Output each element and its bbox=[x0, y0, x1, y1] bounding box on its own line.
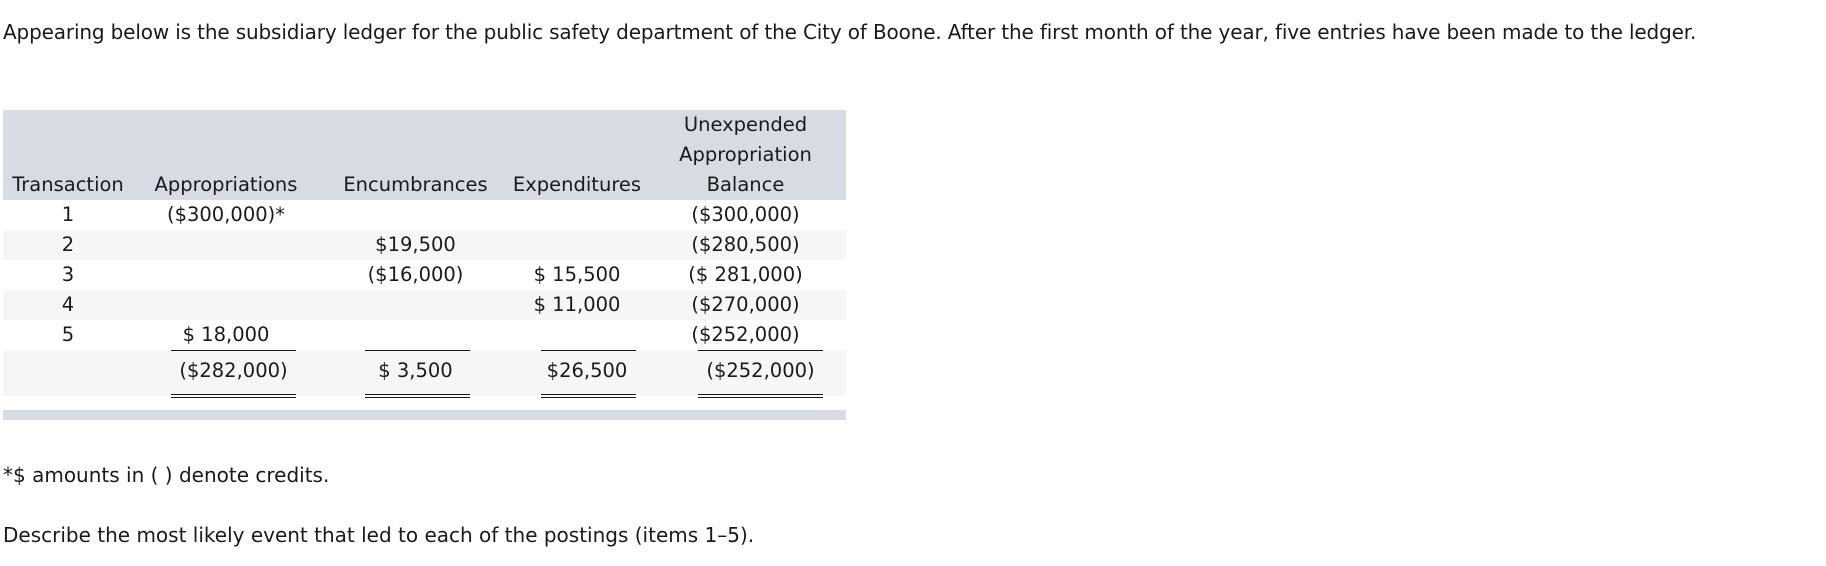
cell-transaction: 5 bbox=[61, 323, 75, 346]
intro-text: Appearing below is the subsidiary ledger for the public safety department of the City of Boone. After the first month of the year, five entries have been made to the ledger. bbox=[3, 20, 1697, 44]
table-footer-bar bbox=[3, 410, 846, 420]
table-row bbox=[3, 290, 846, 320]
cell-appropriations: $ 18,000 bbox=[182, 323, 270, 346]
header-balance-line2: Appropriation bbox=[679, 143, 812, 166]
double-underline bbox=[171, 394, 296, 398]
total-appropriations: ($282,000) bbox=[179, 359, 288, 382]
table-header bbox=[3, 110, 846, 200]
header-unexpended-balance bbox=[673, 110, 818, 200]
total-expenditures: $26,500 bbox=[546, 359, 628, 382]
cell-balance: ($270,000) bbox=[691, 293, 800, 316]
table-row bbox=[3, 320, 846, 350]
total-encumbrances: $ 3,500 bbox=[378, 359, 453, 382]
cell-balance: ($ 281,000) bbox=[688, 263, 803, 286]
cell-encumbrances: ($16,000) bbox=[367, 263, 464, 286]
cell-encumbrances: $19,500 bbox=[375, 233, 456, 256]
cell-transaction: 2 bbox=[61, 233, 75, 256]
single-underline bbox=[171, 350, 296, 351]
double-underline bbox=[541, 394, 636, 398]
single-underline bbox=[365, 350, 470, 351]
cell-balance: ($300,000) bbox=[691, 203, 800, 226]
header-balance-line1: Unexpended bbox=[683, 113, 808, 136]
header-expenditures: Expenditures bbox=[512, 173, 642, 196]
subsidiary-ledger-table bbox=[3, 110, 846, 420]
header-encumbrances: Encumbrances bbox=[343, 173, 488, 196]
header-appropriations: Appropriations bbox=[154, 173, 298, 196]
cell-balance: ($280,500) bbox=[691, 233, 800, 256]
footnote: *$ amounts in ( ) denote credits. bbox=[3, 463, 330, 487]
table-row bbox=[3, 260, 846, 290]
table-row bbox=[3, 200, 846, 230]
cell-transaction: 3 bbox=[61, 263, 75, 286]
header-transaction: Transaction bbox=[12, 173, 124, 196]
double-underline bbox=[698, 394, 823, 398]
cell-transaction: 1 bbox=[61, 203, 75, 226]
table-row bbox=[3, 230, 846, 260]
question-text: Describe the most likely event that led to each of the postings (items 1–5). bbox=[3, 523, 755, 547]
header-balance-line3: Balance bbox=[706, 173, 785, 196]
single-underline bbox=[541, 350, 636, 351]
cell-expenditures: $ 15,500 bbox=[533, 263, 621, 286]
cell-appropriations: ($300,000)* bbox=[166, 203, 285, 226]
cell-balance: ($252,000) bbox=[691, 323, 800, 346]
double-underline bbox=[365, 394, 470, 398]
cell-expenditures: $ 11,000 bbox=[533, 293, 621, 316]
single-underline bbox=[698, 350, 823, 351]
total-balance: ($252,000) bbox=[706, 359, 815, 382]
cell-transaction: 4 bbox=[61, 293, 75, 316]
totals-row bbox=[3, 350, 846, 396]
